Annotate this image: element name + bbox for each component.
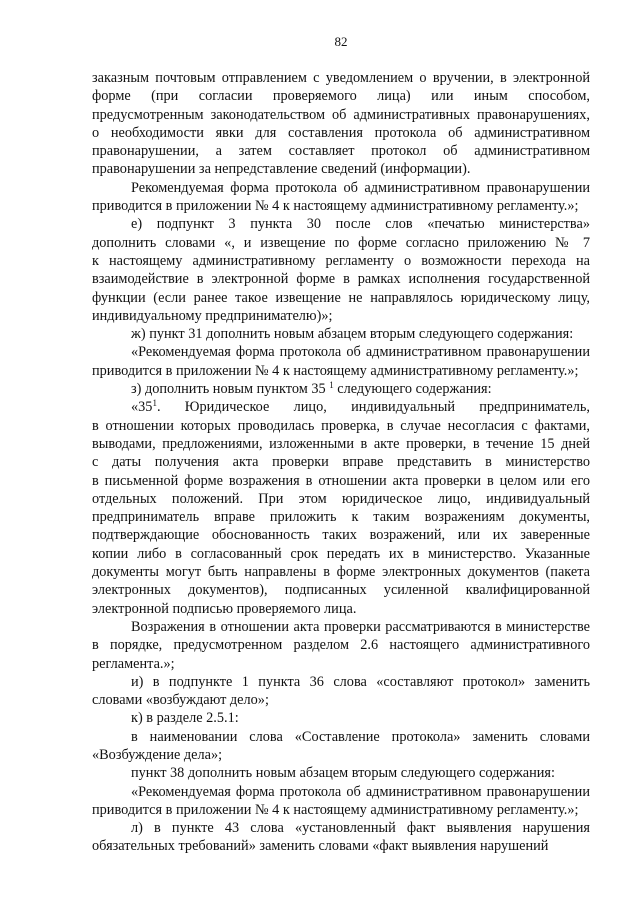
paragraph-line: ж) пункт 31 дополнить новым абзацем вторым следующего содержания:	[131, 326, 574, 343]
paragraph-line: отдельных положений. При этом юридическое лицо, индивидуальный	[92, 490, 590, 507]
paragraph-line: Возражения в отношении акта проверки рассматриваются в министерстве	[131, 618, 590, 635]
paragraph-line: е) подпункт 3 пункта 30 после слов «печатью министерства»	[131, 216, 590, 233]
document-page	[92, 34, 590, 856]
paragraph-line: копии либо в согласованный срок передать их в министерство. Указанные	[92, 545, 590, 562]
paragraph-line: в порядке, предусмотренном разделом 2.6 настоящего административного	[92, 637, 590, 654]
paragraph-line: приводится в приложении № 4 к настоящему административному регламенту.»;	[92, 198, 579, 215]
page-number: 82	[334, 34, 348, 49]
paragraph-line: выводами, предложениями, изложенными в акте проверки, в течение 15 дней	[92, 435, 590, 452]
paragraph-line: с даты получения акта проверки вправе представить в министерство	[92, 454, 590, 471]
paragraph-line: и) в подпункте 1 пункта 36 слова «составляют протокол» заменить	[131, 673, 590, 690]
paragraph-line: в наименовании слова «Составление протокола» заменить словами	[131, 728, 590, 745]
paragraph-line: «Рекомендуемая форма протокола об административном правонарушении	[131, 783, 590, 800]
paragraph-line: функции (если ранее такое извещение не направлялось юридическому лицу,	[92, 289, 590, 306]
paragraph-line: электронных документов), подписанных усиленной квалифицированной	[92, 582, 590, 599]
paragraph-line: взаимодействие в электронной форме в рамках исполнения государственной	[92, 271, 590, 288]
paragraph-line: к) в разделе 2.5.1:	[131, 710, 239, 727]
paragraph-line: электронной подписью проверяемого лица.	[92, 600, 357, 617]
paragraph-line: предприниматель вправе приложить к таким возражениям документы,	[92, 509, 590, 526]
paragraph-line: приводится в приложении № 4 к настоящему административному регламенту.»;	[92, 362, 579, 379]
paragraph-line: Рекомендуемая форма протокола об административном правонарушении	[131, 179, 590, 196]
paragraph-line: дополнить словами «, и извещение по форме согласно приложению № 7	[92, 234, 590, 251]
paragraph-line: правонарушении за непредставление сведений (информации).	[92, 161, 471, 178]
paragraph-line: словами «возбуждают дело»;	[92, 692, 269, 709]
paragraph-line: обязательных требований» заменить словами «факт выявления нарушений	[92, 838, 549, 855]
paragraph-line: о необходимости явки для составления протокола об административном	[92, 124, 590, 141]
paragraph-line: к настоящему административному регламенту о возможности перехода на	[92, 252, 590, 269]
paragraph-line: «Рекомендуемая форма протокола об административном правонарушении	[131, 344, 590, 361]
paragraph-line: в письменной форме возражения в отношении акта проверки в целом или его	[92, 472, 590, 489]
document-body	[92, 69, 590, 856]
paragraph-line: индивидуальному предпринимателю)»;	[92, 307, 333, 324]
paragraph-line: форме (при согласии проверяемого лица) или иным способом,	[92, 88, 590, 105]
paragraph-line: приводится в приложении № 4 к настоящему административному регламенту.»;	[92, 801, 579, 818]
paragraph-line: «Возбуждение дела»;	[92, 746, 223, 763]
paragraph-line: в отношении которых проводилась проверка, в случае несогласия с фактами,	[92, 417, 590, 434]
paragraph-line: заказным почтовым отправлением с уведомлением о вручении, в электронной	[92, 70, 590, 86]
superscript: 1	[152, 398, 157, 409]
paragraph-line: подтверждающие обоснованность таких возражений, или их заверенные	[92, 527, 590, 544]
paragraph-line: правонарушении, а затем составляет протокол об административном	[92, 143, 590, 160]
paragraph-line: л) в пункте 43 слова «установленный факт выявления нарушения	[131, 820, 590, 837]
superscript: 1	[329, 380, 334, 391]
paragraph-line: предусмотренным законодательством об административных правонарушениях,	[92, 106, 590, 123]
paragraph-line: документы могут быть направлены в форме электронных документов (пакета	[92, 564, 590, 581]
paragraph-line: з) дополнить новым пунктом 35 $^1$ следующего содержания:	[131, 380, 492, 398]
paragraph-line: пункт 38 дополнить новым абзацем вторым следующего содержания:	[131, 765, 555, 782]
paragraph-line: регламента.»;	[92, 655, 175, 672]
paragraph-line: «$35^1$. Юридическое лицо, индивидуальный предприниматель,	[131, 398, 590, 416]
